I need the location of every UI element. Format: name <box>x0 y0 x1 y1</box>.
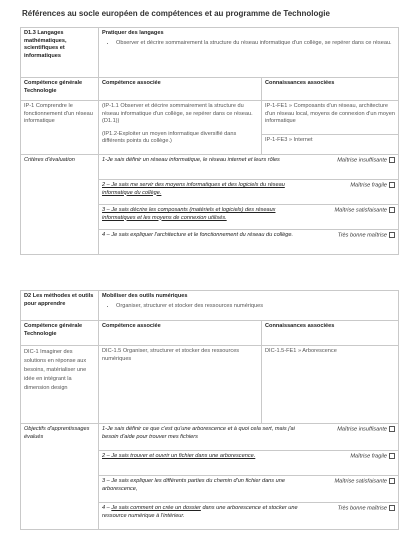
mastery-level: Maîtrise insuffisante <box>337 426 387 433</box>
practice-title: Pratiquer des langages <box>102 30 164 36</box>
objectives-label: Objectifs d'apprentissages évalués <box>21 424 99 530</box>
objective-text: 3 – Je sais expliquer les différents parties du chemin d'un fichier dans une arborescence, <box>102 478 285 492</box>
mastery-level: Maîtrise fragile <box>350 182 388 189</box>
domain-row <box>21 291 399 321</box>
criteria-row <box>21 155 399 180</box>
competence-table-1 <box>20 27 399 255</box>
header-row <box>21 78 399 101</box>
domain-cell: D1.3 Langages mathématiques, scientifiques et informatiques <box>21 28 99 78</box>
objective-item <box>99 503 399 530</box>
associated-competence <box>99 101 262 155</box>
page-title: Références au socle européen de compétences et au programme de Technologie <box>22 9 330 18</box>
mastery-level: Maîtrise fragile <box>350 453 387 460</box>
practice-list <box>102 40 395 48</box>
knowledge-cell <box>262 101 399 155</box>
objective-row <box>21 424 399 451</box>
general-competence: DIC-1 Imaginer des solutions en réponse aux besoins, matérialiser une idée en intégrant la dimension design <box>21 346 99 424</box>
mastery-level: Maîtrise satisfaisante <box>334 478 387 485</box>
mastery-level: Très bonne maîtrise <box>337 505 387 512</box>
practice-cell <box>99 291 399 321</box>
knowledge-2: IP-1-FE3 » Internet <box>262 134 398 145</box>
checkbox[interactable] <box>389 426 395 432</box>
objective-text: 4 – Je sais comment on crée un dossier dans une arborescence et stocker une ressource numérique à l'intérieur. <box>102 505 298 519</box>
mastery-level: Maîtrise satisfaisante <box>334 207 388 214</box>
criteria-item <box>99 180 399 205</box>
objective-item <box>99 424 399 451</box>
criteria-text: 2 – Je sais me servir des moyens informatiques et des logiciels du réseau informatique du collège. <box>102 182 285 196</box>
criteria-text: 3 – Je sais décrire les composants (matériels et logiciels) des réseaux informatiques et les moyens de connexion utilisés. <box>102 207 276 221</box>
header-general: Compétence générale Technologie <box>21 321 99 346</box>
domain-cell: D2 Les méthodes et outils pour apprendre <box>21 291 99 321</box>
general-competence: IP-1 Comprendre le fonctionnement d'un réseau informatique <box>21 101 99 155</box>
checkbox[interactable] <box>389 207 395 213</box>
criteria-text: 1-Je sais définir un réseau informatique, le réseau internet et leurs rôles <box>102 157 280 163</box>
associated-1: (IP-1.1 Observer et décrire sommairement la structure du réseau informatique d'un collège, se repérer dans ce réseau. (D1.1)) <box>102 103 253 125</box>
practice-cell <box>99 28 399 78</box>
content-row <box>21 101 399 155</box>
checkbox[interactable] <box>389 232 395 238</box>
header-row <box>21 321 399 346</box>
content-row <box>21 346 399 424</box>
checkbox[interactable] <box>389 505 395 511</box>
header-associated: Compétence associée <box>99 78 262 101</box>
associated-2: (IP1.2-Exploiter un moyen informatique diversifié dans différents points du collège.) <box>102 130 237 145</box>
practice-item: • Organiser, structurer et stocker des ressources numériques <box>116 303 395 311</box>
criteria-item <box>99 205 399 230</box>
criteria-text: 4 – Je sais expliquer l'architecture et le fonctionnement du réseau du collège. <box>102 232 294 238</box>
objective-text: 1-Je sais définir ce que c'est qu'une arborescence et à quoi cela sert, mais j'ai besoin d'aide pour trouver mes fichiers <box>102 426 295 440</box>
practice-title: Mobiliser des outils numériques <box>102 293 188 299</box>
header-general: Compétence générale Technologie <box>21 78 99 101</box>
competence-table-2 <box>20 290 399 530</box>
domain-row <box>21 28 399 78</box>
criteria-label: Critères d'évaluation <box>21 155 99 255</box>
objective-text: 2 – Je sais trouver et ouvrir un fichier dans une arborescence. <box>102 453 256 459</box>
objective-item <box>99 476 399 503</box>
criteria-item <box>99 230 399 255</box>
objective-item <box>99 451 399 476</box>
associated-competence: DIC-1.5 Organiser, structurer et stocker des ressources numériques <box>99 346 262 424</box>
criteria-item <box>99 155 399 180</box>
header-knowledge: Connaissances associées <box>262 321 399 346</box>
header-knowledge: Connaissances associées <box>262 78 399 101</box>
practice-item: • Observer et décrire sommairement la structure du réseau informatique d'un collège, se repérer dans ce réseau. <box>116 40 395 48</box>
underlined-phrase: Je sais comment on crée un dossier <box>111 505 201 511</box>
mastery-level: Maîtrise insuffisante <box>337 157 388 164</box>
knowledge-1: IP-1-FE1 » Composants d'un réseau, architecture d'un réseau local, moyens de connexion d'un moyen informatique <box>265 103 395 125</box>
checkbox[interactable] <box>389 157 395 163</box>
checkbox[interactable] <box>389 478 395 484</box>
checkbox[interactable] <box>389 453 395 459</box>
knowledge-cell: DIC-1.5-FE1 » Arborescence <box>262 346 399 424</box>
mastery-level: Très bonne maîtrise <box>337 232 388 239</box>
checkbox[interactable] <box>389 182 395 188</box>
header-associated: Compétence associée <box>99 321 262 346</box>
practice-list <box>102 303 395 311</box>
